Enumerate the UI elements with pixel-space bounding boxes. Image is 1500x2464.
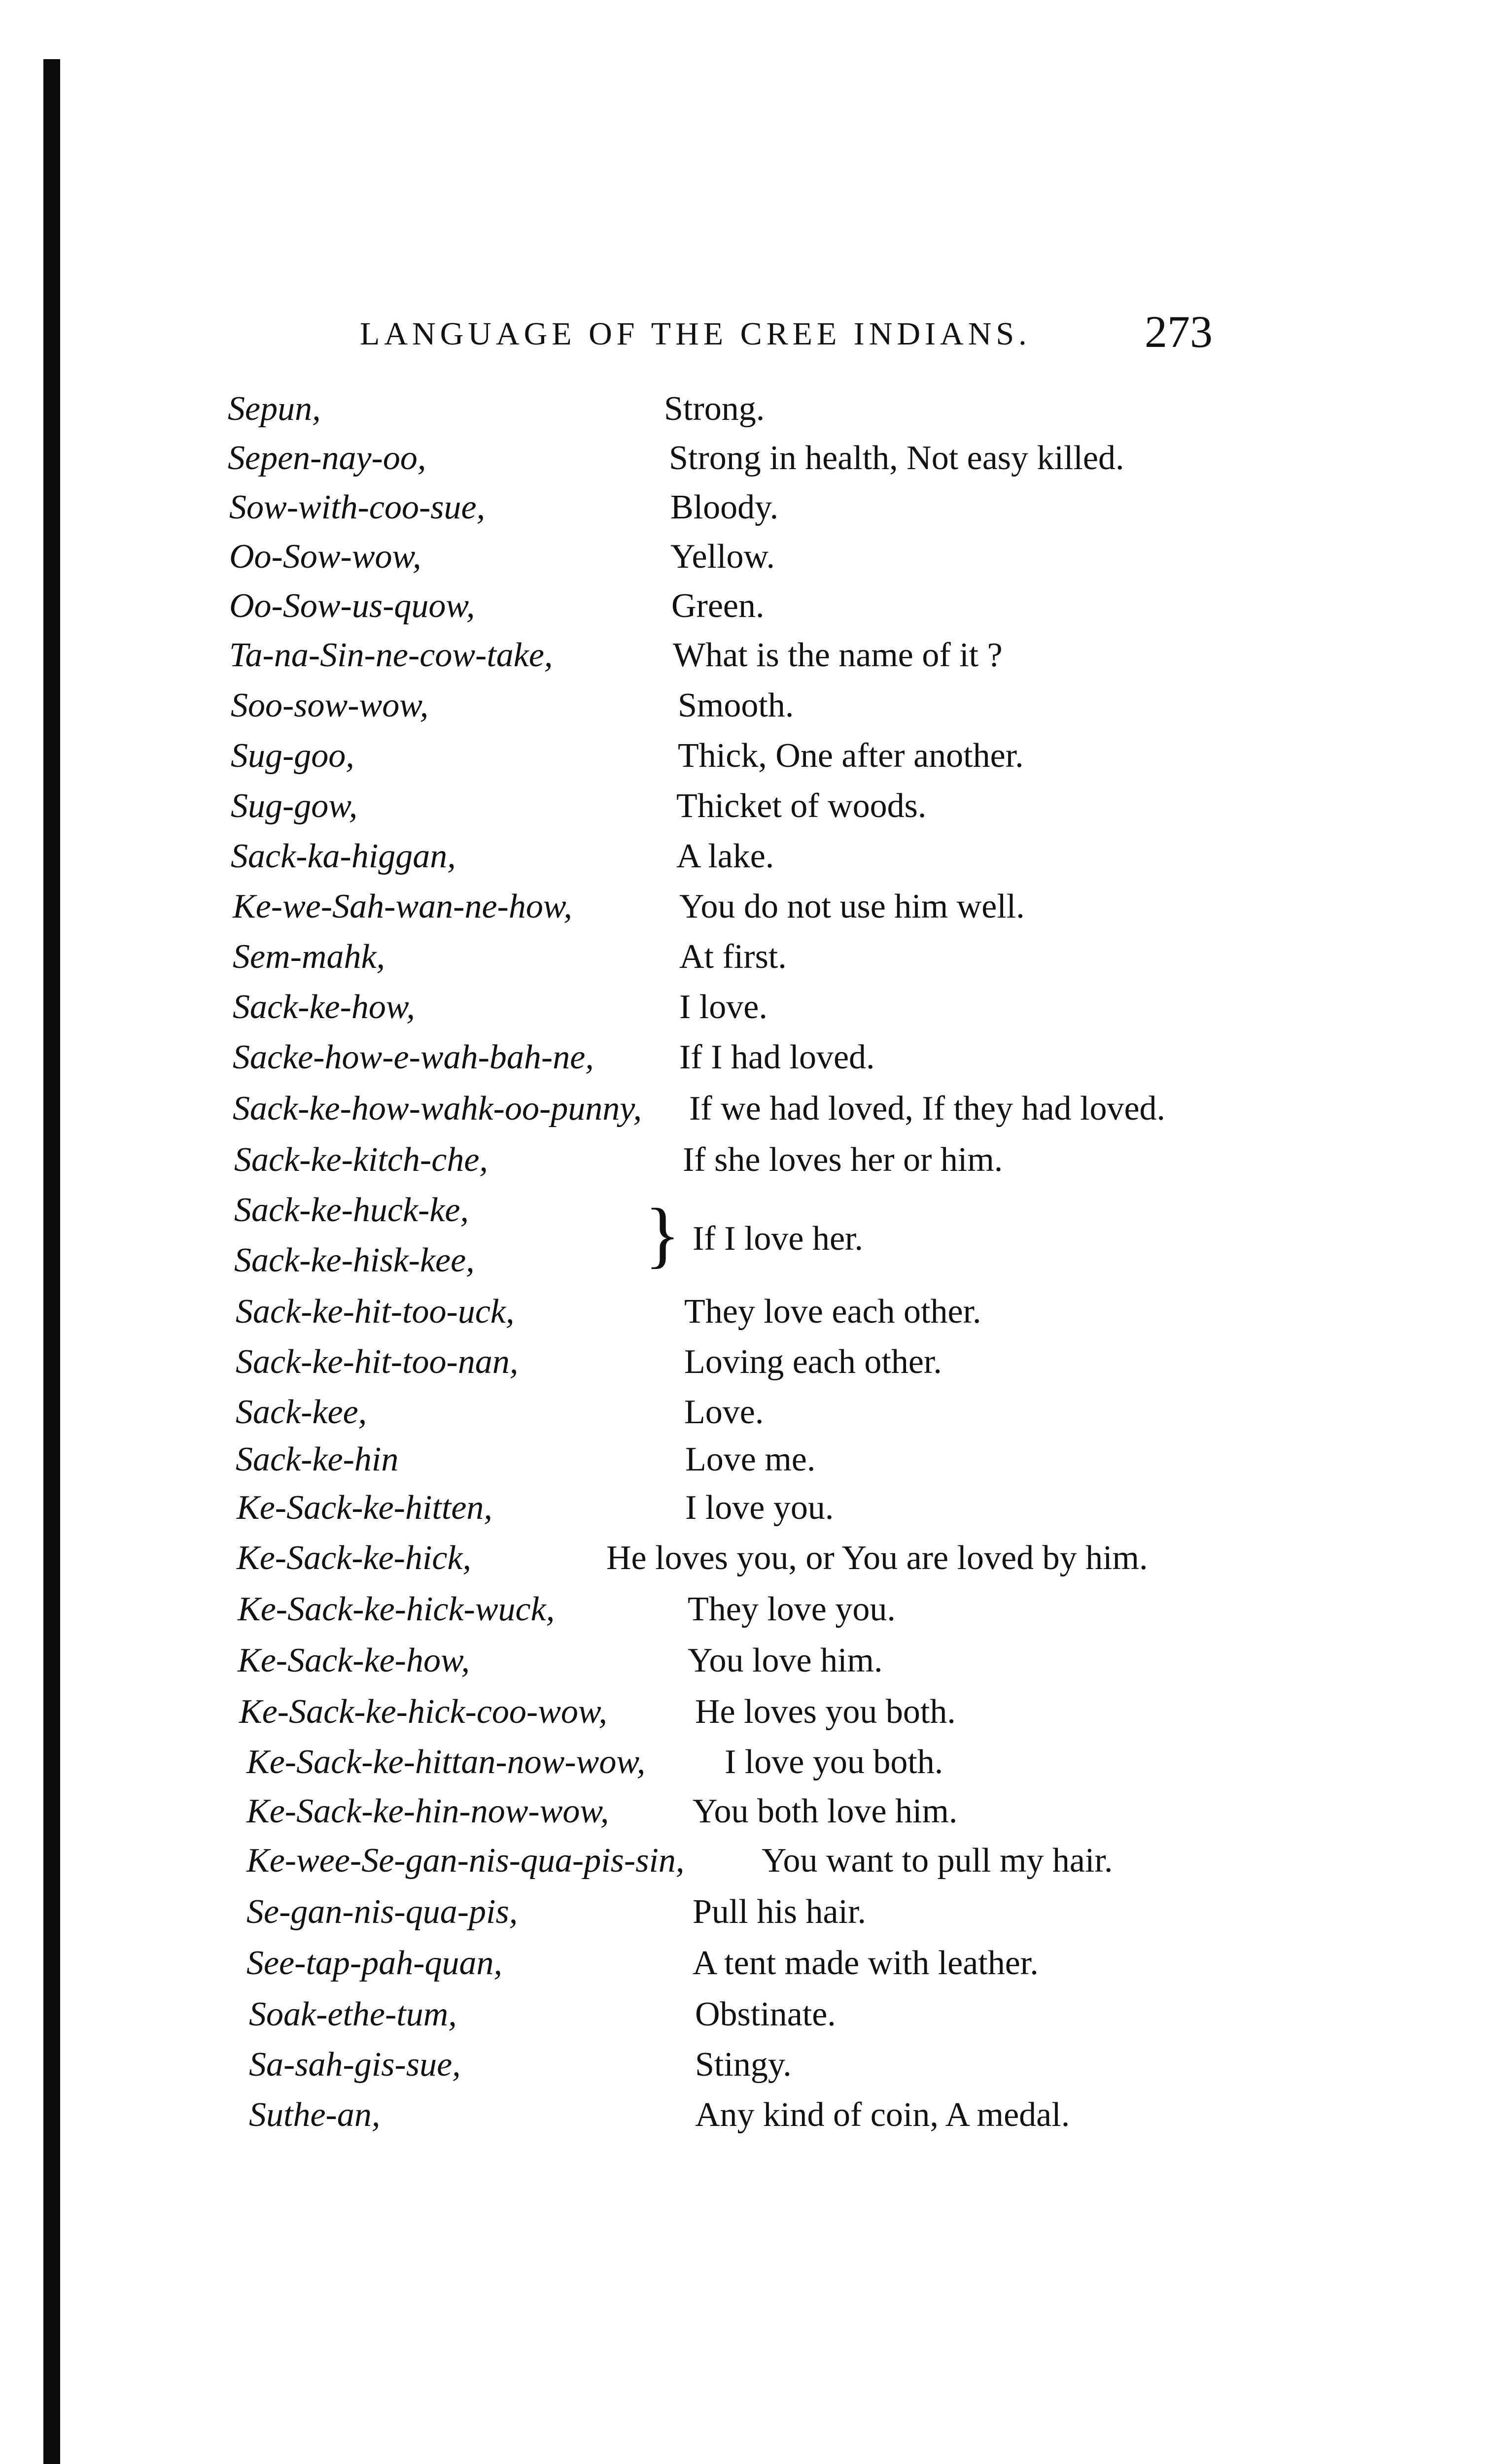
entry-gloss: Any kind of coin, A medal. [695,2096,1070,2134]
entry-term: See-tap-pah-quan, [246,1944,503,1982]
entry-term: Soo-sow-wow, [231,686,429,724]
entry-term: Oo-Sow-us-quow, [229,587,475,625]
entry-gloss: Pull his hair. [693,1893,866,1931]
entry-term: Ke-Sack-ke-hitten, [237,1489,492,1527]
entry-gloss: Love. [684,1393,764,1431]
entry [0,439,1500,488]
entry-term: Sepen-nay-oo, [228,439,426,477]
bracket-gloss: If I love her. [693,1220,863,1258]
entry-gloss: A tent made with leather. [693,1944,1039,1982]
entry-term: Se-gan-nis-qua-pis, [246,1893,518,1931]
entry [0,1841,1500,1890]
entry [0,1892,1500,1942]
entry-term: Sack-ke-how-wahk-oo-punny, [233,1090,642,1128]
entry-term: Ke-wee-Se-gan-nis-qua-pis-sin, [246,1842,685,1880]
entry-gloss: Thicket of woods. [676,787,927,825]
entry-gloss: He loves you, or You are loved by him. [606,1539,1148,1577]
entry-term: Ke-Sack-ke-hick-coo-wow, [239,1693,607,1731]
entry-term: Sepun, [228,390,321,428]
entry-gloss: If we had loved, If they had loved. [689,1090,1166,1128]
entry [0,1140,1500,1190]
entry [0,2095,1500,2145]
entry-gloss: Loving each other. [684,1343,942,1381]
entry-gloss: I love. [679,988,767,1026]
entry [0,1089,1500,1138]
entry-gloss: Obstinate. [695,1995,836,2033]
entry [0,389,1500,439]
entry-gloss: Strong in health, Not easy killed. [669,439,1124,477]
entry-term: Ke-Sack-ke-hittan-now-wow, [246,1743,646,1781]
entry-term: Sug-gow, [231,787,358,825]
entry-gloss: Bloody. [670,488,779,526]
entry [0,1539,1500,1588]
entry-term: Sack-kee, [236,1393,367,1431]
entry-term: Ke-Sack-ke-hick-wuck, [238,1590,555,1628]
entry [0,1692,1500,1742]
entry [0,1440,1500,1489]
entry-gloss: You want to pull my hair. [762,1842,1113,1880]
entry-term: Sack-ke-hin [236,1440,399,1478]
entry-term: Sack-ke-huck-ke, [234,1191,469,1229]
entry [0,1038,1500,1087]
entry-term: Sug-goo, [231,737,354,775]
entry [0,1641,1500,1690]
entry-gloss: If I had loved. [679,1038,875,1076]
entry [0,488,1500,537]
entry-gloss: You love him. [688,1642,883,1679]
entry-gloss: Smooth. [678,686,794,724]
page-header [345,306,1282,360]
entry-term: Oo-Sow-wow, [229,538,421,576]
entry [0,1488,1500,1538]
entry-term: Ta-na-Sin-ne-cow-take, [229,636,553,674]
entry-term: Sack-ke-kitch-che, [234,1141,488,1179]
entry [0,2045,1500,2094]
entry-gloss: He loves you both. [695,1693,956,1731]
page-number: 273 [1145,307,1213,357]
entry [0,988,1500,1037]
entry [0,1342,1500,1392]
entry-term: Ke-Sack-ke-hick, [237,1539,472,1577]
entry [0,837,1500,886]
entry-term: Sa-sah-gis-sue, [249,2046,461,2084]
entry-gloss: I love you both. [725,1743,943,1781]
bracket-brace: } [645,1194,680,1275]
entry [0,1792,1500,1841]
running-head: LANGUAGE OF THE CREE INDIANS. [360,316,1031,352]
entry-gloss: Strong. [664,390,765,428]
entry-term: Sacke-how-e-wah-bah-ne, [233,1038,594,1076]
entry-gloss: I love you. [685,1489,834,1527]
entry-term: Ke-Sack-ke-hin-now-wow, [246,1792,609,1830]
entry-gloss: Thick, One after another. [678,737,1024,775]
entry [0,1590,1500,1639]
entry [0,887,1500,936]
entry [0,686,1500,735]
entry-term: Sack-ke-hit-too-uck, [236,1293,515,1331]
entry-gloss: At first. [679,938,787,976]
entry [0,586,1500,636]
entry-gloss: What is the name of it ? [673,636,1003,674]
entry-gloss: You do not use him well. [679,888,1025,925]
entry-gloss: A lake. [676,837,774,875]
entry-gloss: Yellow. [670,538,775,576]
entry-term: Soak-ethe-tum, [249,1995,457,2033]
entry-gloss: They love you. [688,1590,896,1628]
entry [0,736,1500,786]
entry-gloss: You both love him. [693,1792,958,1830]
entry-term: Sack-ke-hisk-kee, [234,1241,475,1279]
entry [0,537,1500,586]
entry [0,1995,1500,2044]
entry-gloss: Stingy. [695,2046,792,2084]
entry-term: Sow-with-coo-sue, [229,488,486,526]
entry-gloss: They love each other. [684,1293,981,1331]
entry-term: Sack-ke-hit-too-nan, [236,1343,519,1381]
entry [0,1743,1500,1792]
entry-gloss: Love me. [685,1440,816,1478]
entry-gloss: If she loves her or him. [683,1141,1003,1179]
entry [0,1944,1500,1993]
entry [0,636,1500,685]
entry-term: Ke-we-Sah-wan-ne-how, [233,888,572,925]
entry [0,1292,1500,1341]
entry-gloss: Green. [671,587,765,625]
entry-term: Sack-ke-how, [233,988,415,1026]
entry-term: Ke-Sack-ke-how, [238,1642,470,1679]
entry-term: Sack-ka-higgan, [231,837,456,875]
entry [0,937,1500,987]
entry-term: Sem-mahk, [233,938,385,976]
entry [0,1393,1500,1442]
entry [0,787,1500,836]
entry-term: Suthe-an, [249,2096,381,2134]
